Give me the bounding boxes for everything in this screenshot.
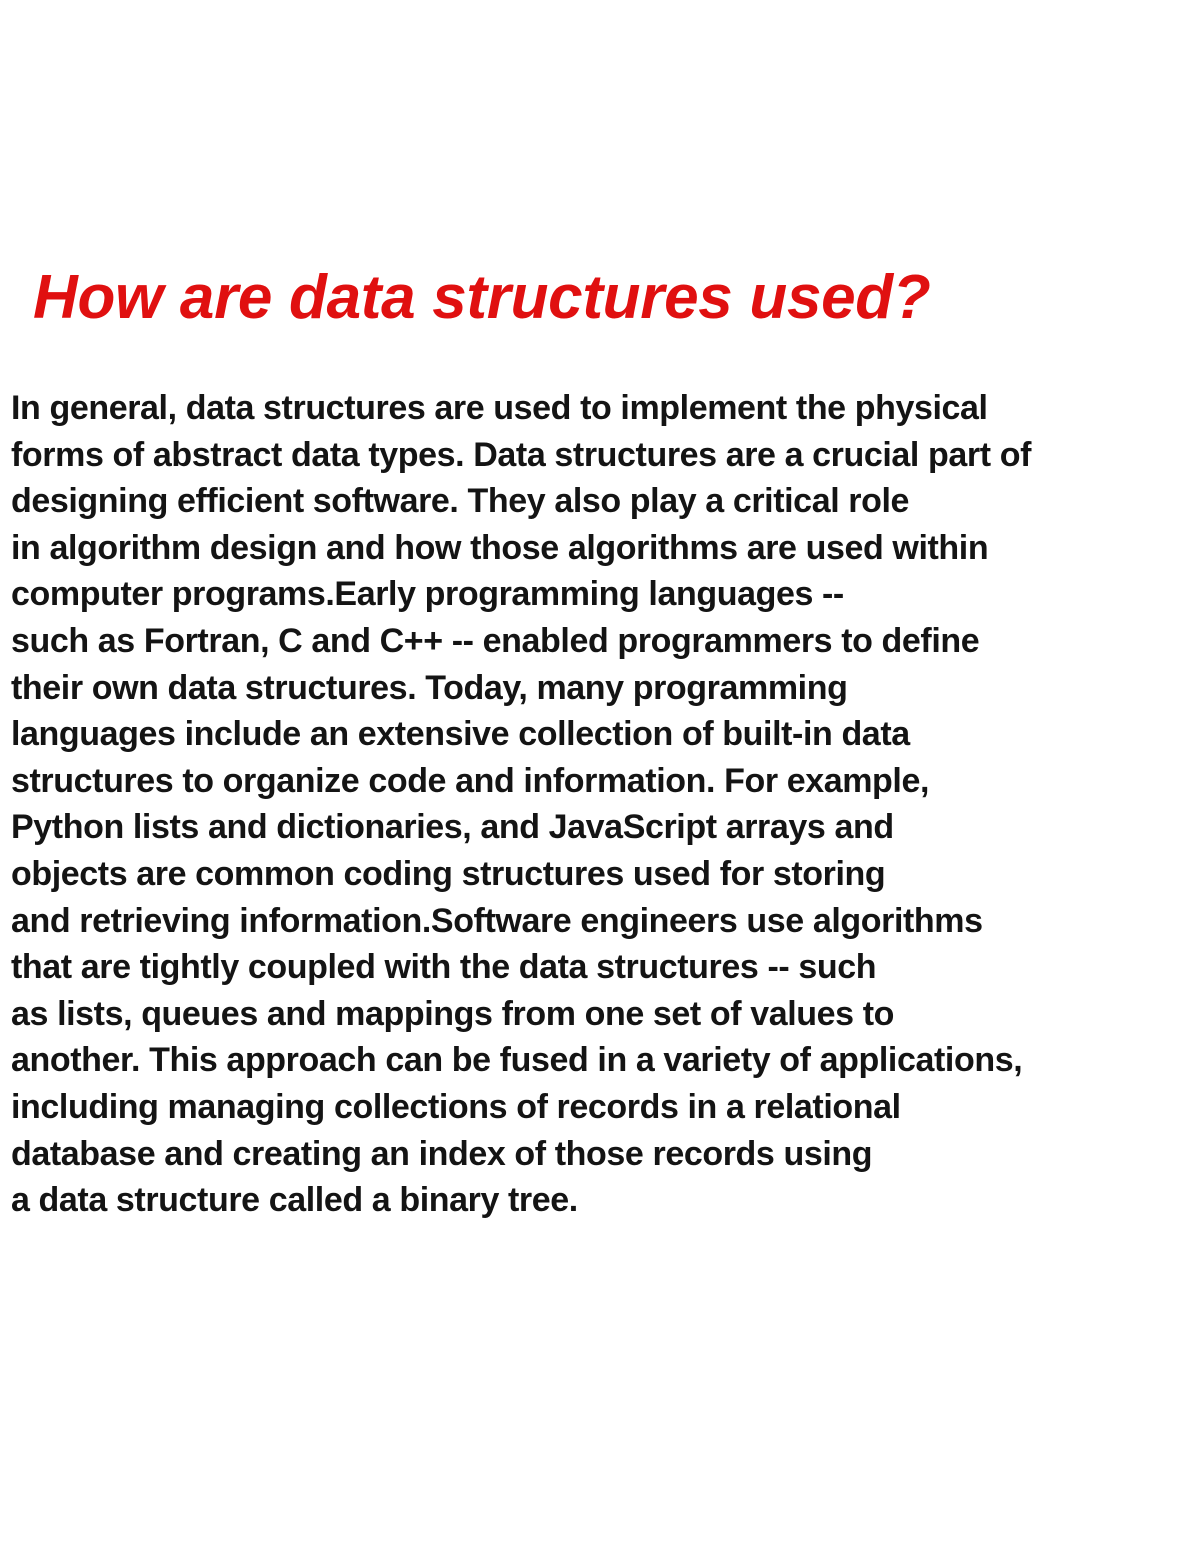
paragraph-line: Python lists and dictionaries, and JavaScript arrays and [11,808,894,847]
body-paragraph [11,385,1196,1224]
page-title: How are data structures used? [33,263,931,332]
paragraph-line: languages include an extensive collection of built-in data [11,715,910,754]
paragraph-line: such as Fortran, C and C++ -- enabled programmers to define [11,621,980,660]
paragraph-line: a data structure called a binary tree. [11,1181,578,1220]
paragraph-line: In general, data structures are used to implement the physical [11,389,988,427]
paragraph-line: another. This approach can be fused in a variety of applications, [11,1041,1023,1080]
paragraph-line: forms of abstract data types. Data structures are a crucial part of [11,435,1031,474]
paragraph-line: in algorithm design and how those algorithms are used within [11,528,989,567]
paragraph-line: designing efficient software. They also play a critical role [11,482,910,521]
paragraph-line: computer programs.Early programming languages -- [11,575,844,614]
paragraph-line: objects are common coding structures used for storing [11,854,886,893]
paragraph-line: and retrieving information.Software engineers use algorithms [11,901,983,940]
paragraph-line: that are tightly coupled with the data structures -- such [11,948,877,987]
paragraph-line: as lists, queues and mappings from one set of values to [11,994,894,1033]
paragraph-line: their own data structures. Today, many programming [11,668,848,707]
paragraph-line: structures to organize code and information. For example, [11,761,930,800]
paragraph-line: database and creating an index of those records using [11,1134,873,1173]
paragraph-line: including managing collections of records in a relational [11,1087,901,1126]
